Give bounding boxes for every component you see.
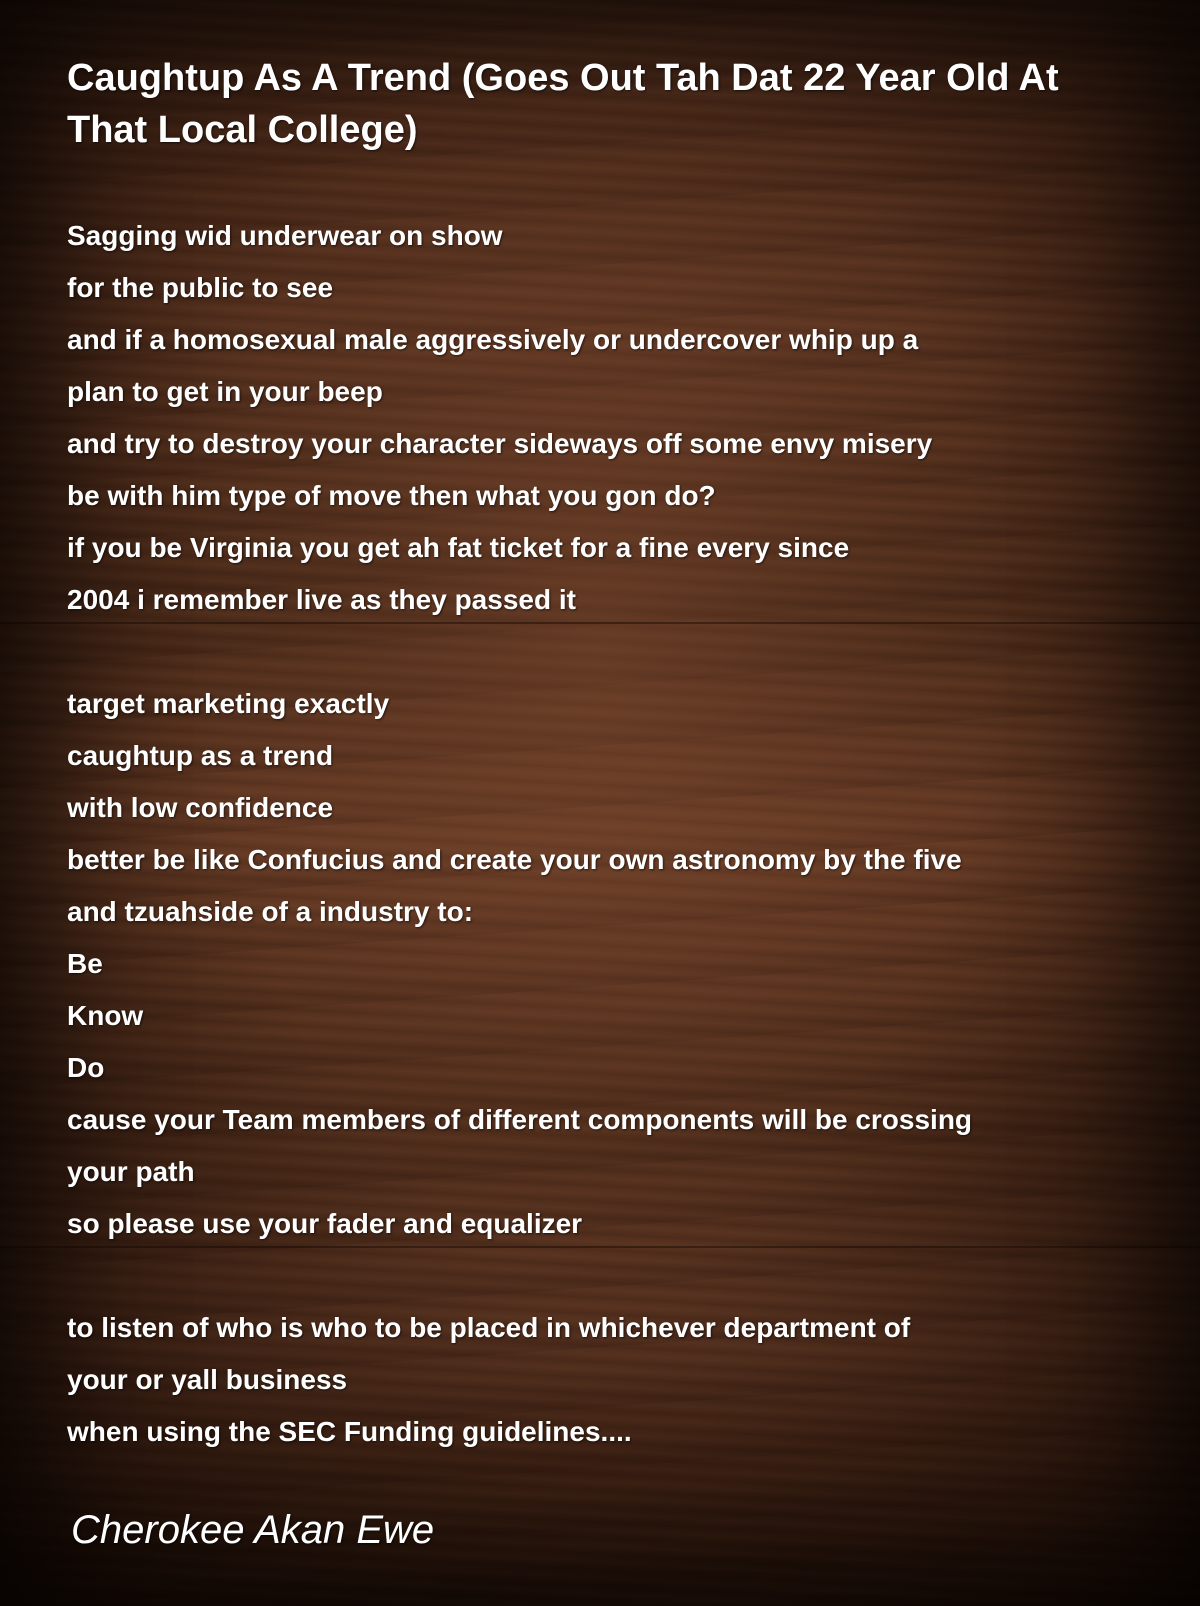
stanza-break — [67, 1250, 1147, 1302]
poem-content — [67, 52, 1147, 1458]
poem-line: so please use your fader and equalizer — [67, 1208, 583, 1239]
poem-line: Know — [67, 1000, 144, 1031]
poem-line: better be like Confucius and create your own astronomy by the five — [67, 844, 962, 875]
poem-line: cause your Team members of different components will be crossing — [67, 1104, 973, 1135]
poem-line: if you be Virginia you get ah fat ticket for a fine every since — [67, 532, 850, 563]
poem-line: and try to destroy your character sideways off some envy misery — [67, 428, 933, 459]
poem-line: your path — [67, 1156, 195, 1187]
poem-line: target marketing exactly — [67, 688, 390, 719]
poem-line: to listen of who is who to be placed in whichever department of — [67, 1312, 911, 1343]
poem-line: plan to get in your beep — [67, 376, 383, 407]
poem-line: your or yall business — [67, 1364, 348, 1395]
stanza-break — [67, 626, 1147, 678]
poem-line: caughtup as a trend — [67, 740, 334, 771]
poem-body — [67, 210, 1147, 1458]
poem-author: Cherokee Akan Ewe — [71, 1508, 435, 1552]
poem-line: Be — [67, 948, 103, 979]
poem-line: for the public to see — [67, 272, 334, 303]
poem-line: Sagging wid underwear on show — [67, 220, 503, 251]
poem-line: 2004 i remember live as they passed it — [67, 584, 576, 615]
poem-title: Caughtup As A Trend (Goes Out Tah Dat 22 Year Old At That Local College) — [67, 57, 1059, 151]
poem-line: Do — [67, 1052, 105, 1083]
poem-line: when using the SEC Funding guidelines.... — [67, 1416, 632, 1447]
poem-line: with low confidence — [67, 792, 334, 823]
poem-line: be with him type of move then what you gon do? — [67, 480, 716, 511]
poem-line: and tzuahside of a industry to: — [67, 896, 474, 927]
poem-line: and if a homosexual male aggressively or undercover whip up a — [67, 324, 919, 355]
